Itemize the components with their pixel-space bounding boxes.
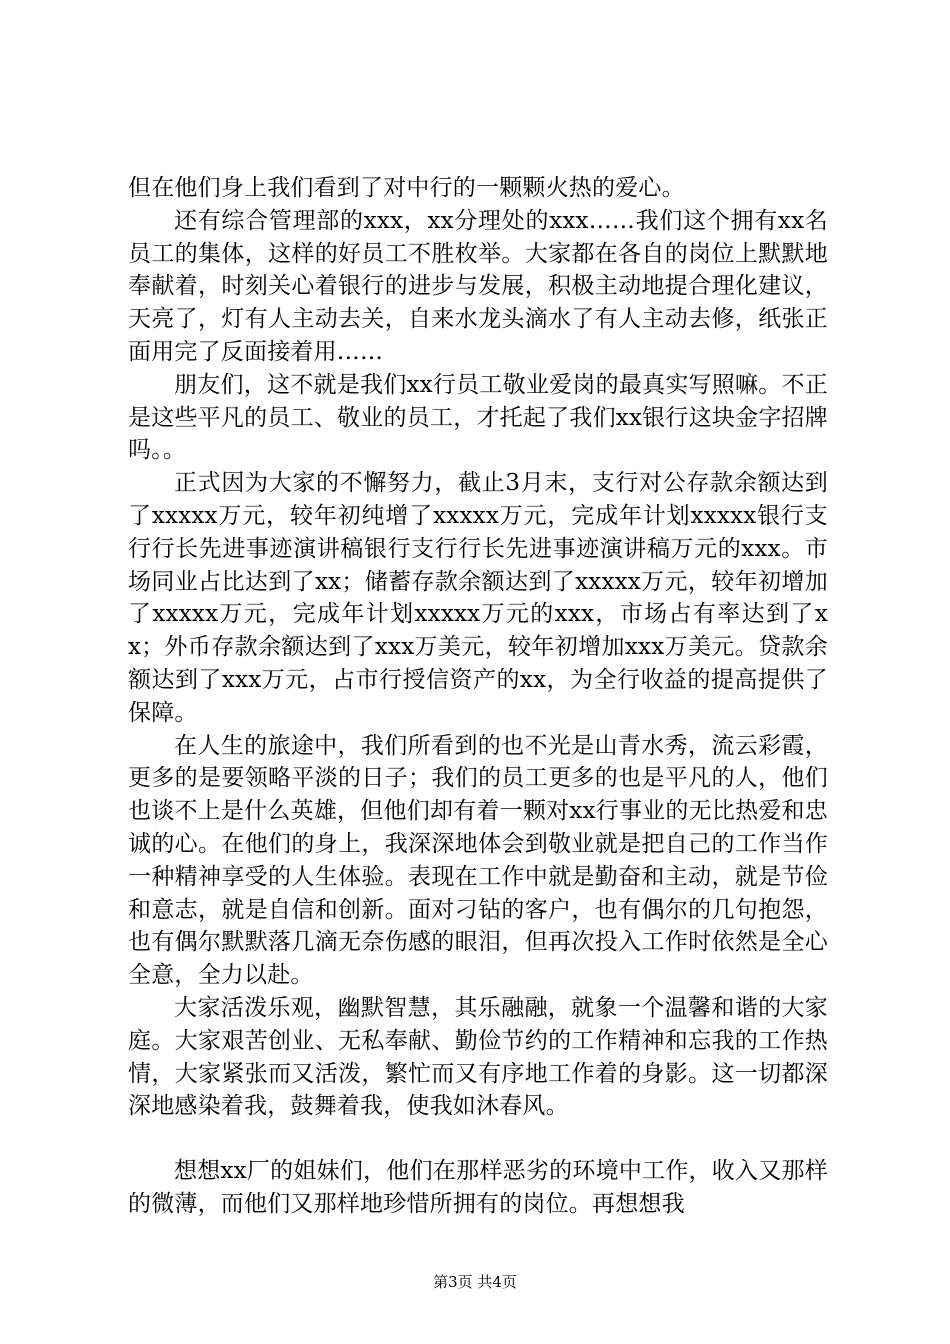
page-footer: 第3页 共4页 xyxy=(433,1273,517,1291)
paragraph-2: 还有综合管理部的xxx，xx分理处的xxx……我们这个拥有xx名员工的集体，这样的好员工不胜枚举。大家都在各自的岗位上默默地奉献着，时刻关心着银行的进步与发展，积极主动地提合理化建议，天亮了，灯有人主动去关，自来水龙头滴水了有人主动去修，纸张正面用完了反面接着用…… xyxy=(128,207,828,365)
document-body xyxy=(128,172,828,1221)
paragraph-6: 大家活泼乐观，幽默智慧，其乐融融，就象一个温馨和谐的大家庭。大家艰苦创业、无私奉献、勤俭节约的工作精神和忘我的工作热情，大家紧张而又活泼，繁忙而又有序地工作着的身影。这一切都深深地感染着我，鼓舞着我，使我如沐春风。 xyxy=(128,994,828,1120)
paragraph-1: 但在他们身上我们看到了对中行的一颗颗火热的爱心。 xyxy=(128,175,685,201)
paragraph-5: 在人生的旅途中，我们所看到的也不光是山青水秀，流云彩霞，更多的是要领略平淡的日子；我们的员工更多的也是平凡的人，他们也谈不上是什么英雄，但他们却有着一颗对xx行事业的无比热爱和忠诚的心。在他们的身上，我深深地体会到敬业就是把自己的工作当作一种精神享受的人生体验。表现在工作中就是勤奋和主动，就是节俭和意志，就是自信和创新。面对刁钻的客户，也有偶尔的几句抱怨，也有偶尔默默落几滴无奈伤感的眼泪，但再次投入工作时依然是全心全意，全力以赴。 xyxy=(128,732,828,989)
paragraph-3: 朋友们，这不就是我们xx行员工敬业爱岗的最真实写照嘛。不正是这些平凡的员工、敬业的员工，才托起了我们xx银行这块金字招牌吗。。 xyxy=(128,371,828,464)
paragraph-7: 想想xx厂的姐妹们，他们在那样恶劣的环境中工作，收入又那样的微薄，而他们又那样地珍惜所拥有的岗位。再想想我 xyxy=(128,1158,828,1217)
paragraph-4: 正式因为大家的不懈努力，截止3月末，支行对公存款余额达到了xxxxx万元，较年初纯增了xxxxx万元，完成年计划xxxxx银行支行行长先进事迹演讲稿银行支行行长先进事迹演讲稿万元的xxx。市场同业占比达到了xx；储蓄存款余额达到了xxxxx万元，较年初增加了xxxxx万元，完成年计划xxxxx万元的xxx，市场占有率达到了xx；外币存款余额达到了xxx万美元，较年初增加xxx万美元。贷款余额达到了xxx万元，占市行授信资产的xx，为全行收益的提高提供了保障。 xyxy=(128,470,828,726)
